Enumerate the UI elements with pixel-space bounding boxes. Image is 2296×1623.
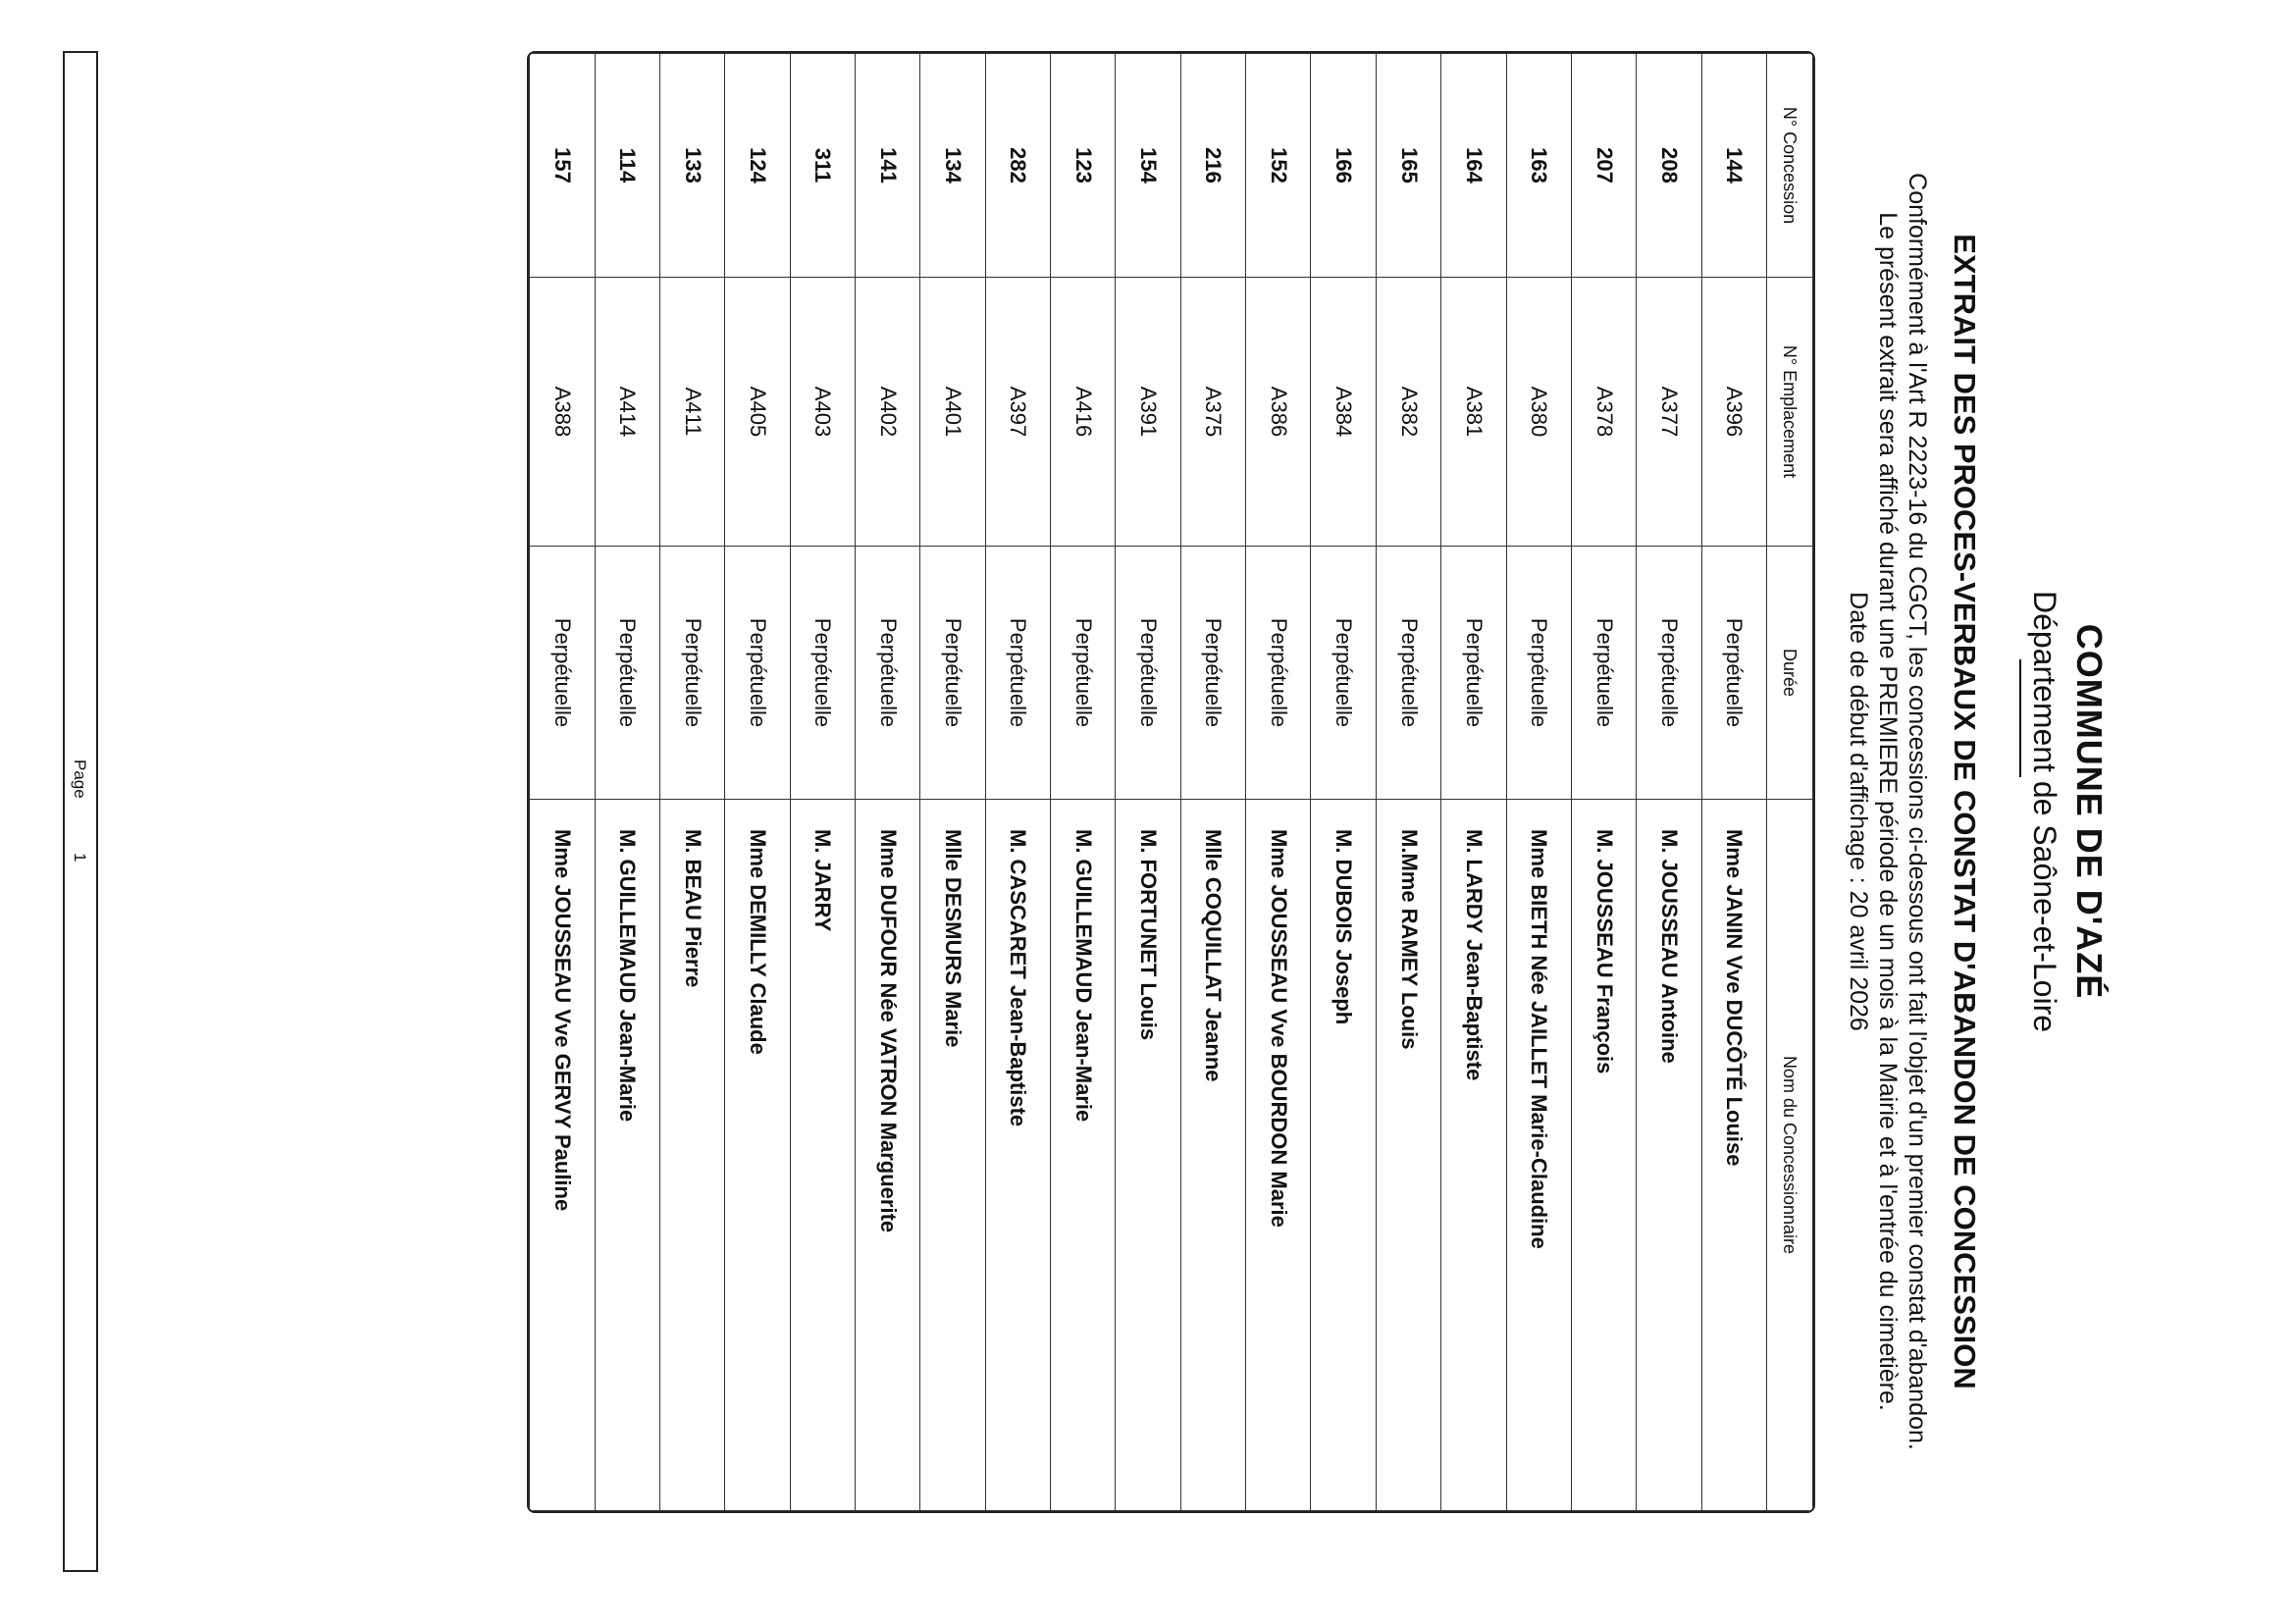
commune-title: COMMUNE DE D'AZÉ: [2069, 623, 2110, 1000]
cell-nom: M. CASCARET Jean-Baptiste: [985, 800, 1050, 1511]
table-header-row: [1767, 54, 1813, 1511]
table-row: [1376, 54, 1440, 1511]
cell-emplacement: A375: [1180, 278, 1245, 547]
display-date: Date de début d'affichage : 20 avril 2026: [1845, 592, 1872, 1031]
table-row: [985, 54, 1050, 1511]
cell-duree: Perpétuelle: [985, 547, 1050, 800]
cell-concession: 152: [1246, 54, 1311, 278]
cell-nom: Mme JANIN Vve DUCÔTÉ Louise: [1701, 800, 1766, 1511]
cell-concession: 164: [1441, 54, 1506, 278]
cell-duree: Perpétuelle: [855, 547, 919, 800]
page-footer: [63, 51, 98, 1572]
cell-emplacement: A377: [1637, 278, 1701, 547]
table-row: [1441, 54, 1506, 1511]
cell-concession: 124: [725, 54, 790, 278]
cell-emplacement: A403: [790, 278, 855, 547]
cell-emplacement: A380: [1506, 278, 1571, 547]
cell-emplacement: A384: [1311, 278, 1376, 547]
cell-duree: Perpétuelle: [595, 547, 659, 800]
cell-emplacement: A386: [1246, 278, 1311, 547]
cell-nom: M. BEAU Pierre: [659, 800, 724, 1511]
cell-concession: 208: [1637, 54, 1701, 278]
notice-line-1: Conformément à l'Art R 2223-16 du CGCT, les concessions ci-dessous ont fait l'objet d'un premier constat d'abandon.: [1904, 173, 1931, 1450]
table-row: [659, 54, 724, 1511]
cell-concession: 207: [1571, 54, 1636, 278]
cell-nom: Mme DEMILLY Claude: [725, 800, 790, 1511]
cell-concession: 157: [530, 54, 596, 278]
table-row: [855, 54, 919, 1511]
table-row: [1051, 54, 1116, 1511]
table-row: [1637, 54, 1701, 1511]
cell-emplacement: A381: [1441, 278, 1506, 547]
cell-duree: Perpétuelle: [1637, 547, 1701, 800]
cell-duree: Perpétuelle: [920, 547, 985, 800]
cell-nom: M. LARDY Jean-Baptiste: [1441, 800, 1506, 1511]
cell-concession: 114: [595, 54, 659, 278]
table-row: [1180, 54, 1245, 1511]
cell-duree: Perpétuelle: [1441, 547, 1506, 800]
table-row: [1571, 54, 1636, 1511]
col-header-duree: Durée: [1767, 547, 1813, 800]
cell-emplacement: A414: [595, 278, 659, 547]
cell-concession: 282: [985, 54, 1050, 278]
cell-emplacement: A402: [855, 278, 919, 547]
cell-concession: 163: [1506, 54, 1571, 278]
table-row: [1311, 54, 1376, 1511]
notice-line-2: Le présent extrait sera affiché durant une PREMIERE période de un mois à la Mairie et à l'entrée du cimetière.: [1874, 212, 1902, 1411]
cell-duree: Perpétuelle: [1506, 547, 1571, 800]
cell-emplacement: A405: [725, 278, 790, 547]
cell-emplacement: A416: [1051, 278, 1116, 547]
table-row: [725, 54, 790, 1511]
cell-concession: 154: [1116, 54, 1180, 278]
cell-concession: 141: [855, 54, 919, 278]
cell-duree: Perpétuelle: [1246, 547, 1311, 800]
cell-nom: M. GUILLEMAUD Jean-Marie: [1051, 800, 1116, 1511]
cell-concession: 166: [1311, 54, 1376, 278]
cell-nom: Mlle COQUILLAT Jeanne: [1180, 800, 1245, 1511]
table-row: [920, 54, 985, 1511]
cell-emplacement: A411: [659, 278, 724, 547]
cell-emplacement: A382: [1376, 278, 1440, 547]
table-row: [1506, 54, 1571, 1511]
cell-nom: Mme BIETH Née JAILLET Marie-Claudine: [1506, 800, 1571, 1511]
cell-nom: Mme DUFOUR Née VATRON Marguerite: [855, 800, 919, 1511]
col-header-concession: N° Concession: [1767, 54, 1813, 278]
cell-nom: Mme JOUSSEAU Vve GERVY Pauline: [530, 800, 596, 1511]
cell-duree: Perpétuelle: [725, 547, 790, 800]
cell-concession: 216: [1180, 54, 1245, 278]
cell-nom: M. GUILLEMAUD Jean-Marie: [595, 800, 659, 1511]
cell-concession: 311: [790, 54, 855, 278]
page-label: Page: [71, 759, 89, 799]
extract-title: EXTRAIT DES PROCES-VERBAUX DE CONSTAT D'ABANDON DE CONCESSION: [1948, 234, 1982, 1389]
cell-duree: Perpétuelle: [1051, 547, 1116, 800]
cell-emplacement: A401: [920, 278, 985, 547]
table-row: [790, 54, 855, 1511]
cell-nom: M. JARRY: [790, 800, 855, 1511]
cell-duree: Perpétuelle: [659, 547, 724, 800]
concessions-table: [527, 51, 1815, 1513]
cell-duree: Perpétuelle: [1116, 547, 1180, 800]
col-header-emplacement: N° Emplacement: [1767, 278, 1813, 547]
table-row: [1701, 54, 1766, 1511]
departement-subtitle: Département de Saône-et-Loire: [2027, 590, 2062, 1033]
cell-nom: M. DUBOIS Joseph: [1311, 800, 1376, 1511]
cell-emplacement: A391: [1116, 278, 1180, 547]
cell-duree: Perpétuelle: [790, 547, 855, 800]
table-row: [1246, 54, 1311, 1511]
cell-emplacement: A396: [1701, 278, 1766, 547]
table-row: [595, 54, 659, 1511]
cell-duree: Perpétuelle: [1571, 547, 1636, 800]
cell-duree: Perpétuelle: [530, 547, 596, 800]
cell-concession: 134: [920, 54, 985, 278]
cell-concession: 133: [659, 54, 724, 278]
cell-concession: 165: [1376, 54, 1440, 278]
cell-duree: Perpétuelle: [1311, 547, 1376, 800]
cell-nom: M. JOUSSEAU François: [1571, 800, 1636, 1511]
page-number: 1: [71, 853, 89, 863]
cell-concession: 144: [1701, 54, 1766, 278]
cell-nom: M. JOUSSEAU Antoine: [1637, 800, 1701, 1511]
table-row: [530, 54, 596, 1511]
cell-nom: Mme JOUSSEAU Vve BOURDON Marie: [1246, 800, 1311, 1511]
table-row: [1116, 54, 1180, 1511]
col-header-nom: Nom du Concessionnaire: [1767, 800, 1813, 1511]
cell-duree: Perpétuelle: [1180, 547, 1245, 800]
cell-duree: Perpétuelle: [1701, 547, 1766, 800]
cell-concession: 123: [1051, 54, 1116, 278]
subtitle-underline: [2019, 659, 2021, 777]
cell-emplacement: A378: [1571, 278, 1636, 547]
cell-duree: Perpétuelle: [1376, 547, 1440, 800]
cell-nom: M.Mme RAMEY Louis: [1376, 800, 1440, 1511]
cell-emplacement: A397: [985, 278, 1050, 547]
cell-emplacement: A388: [530, 278, 596, 547]
cell-nom: Mlle DESMURS Marie: [920, 800, 985, 1511]
cell-nom: M. FORTUNET Louis: [1116, 800, 1180, 1511]
